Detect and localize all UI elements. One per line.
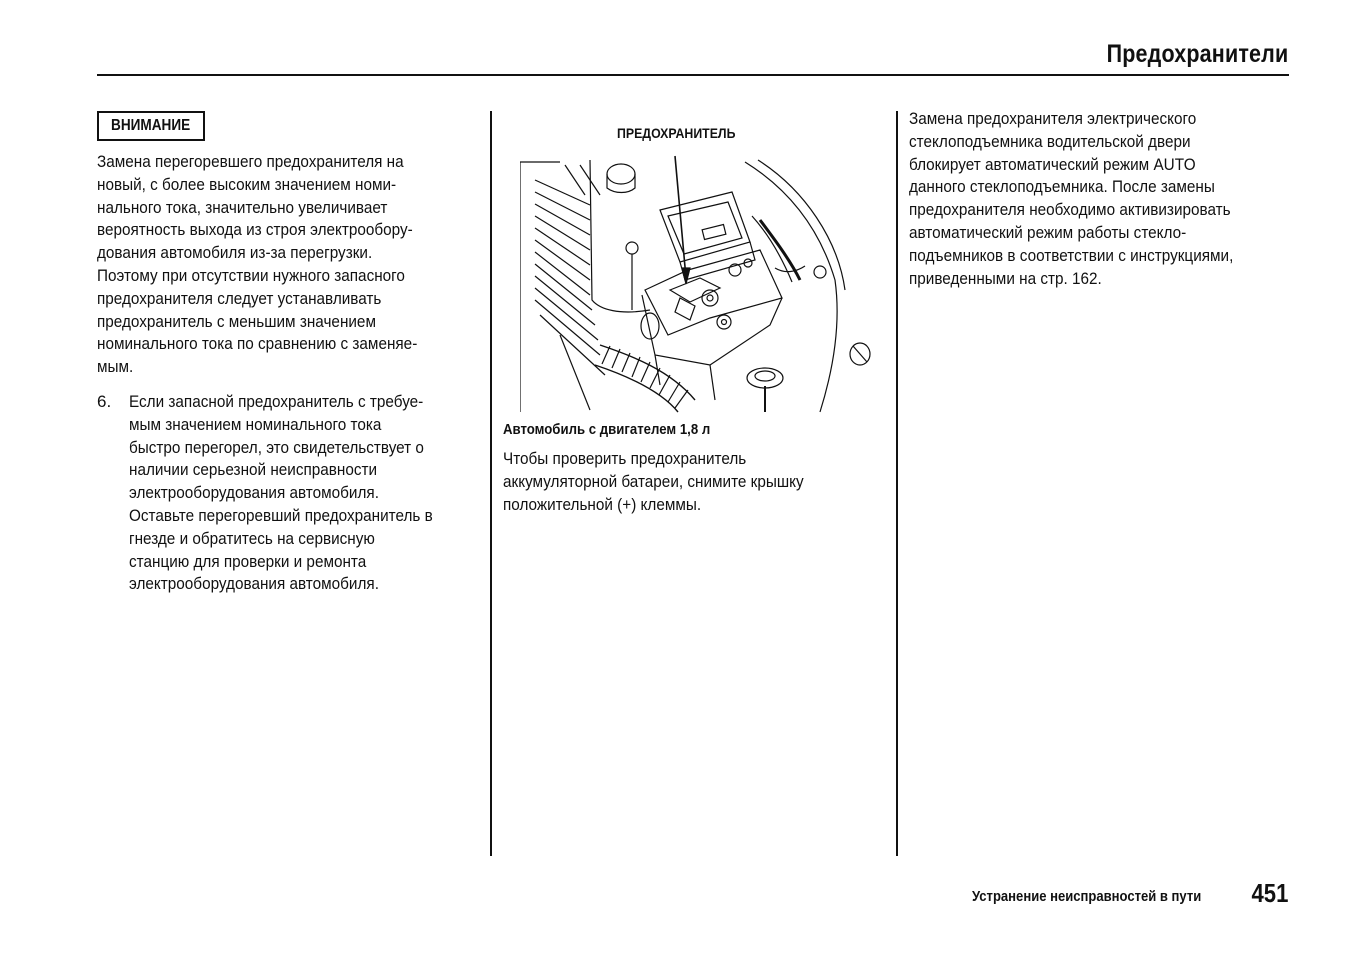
page-title: Предохранители [1106, 40, 1288, 68]
step-text: Если запасной предохранитель с требуе- мым значением номинального тока быстро перегорел, это свидетельствует о наличии серьезной неисправности электрооборудования автомобиля. Оставьте перегоревший предохранитель в гнезде и обратитесь на сервисную станцию для проверки и ремонта электрооборудования автомобиля. [129, 392, 433, 594]
fuse-illustration [520, 150, 880, 415]
title-rule [97, 74, 1289, 76]
column-divider-right [896, 111, 898, 856]
page-number: 451 [1251, 878, 1288, 908]
figure-caption: Автомобиль с двигателем 1,8 л [503, 421, 711, 438]
step-number: 6. [97, 392, 112, 411]
footer-section-title: Устранение неисправностей в пути [972, 888, 1202, 905]
power-window-text: Замена предохранителя электрического стеклоподъемника водительской двери блокирует автоматический режим AUTO данного стеклоподъемника. После замены предохранителя необходимо активизировать автоматический режим работы стекло- подъемников в соответствии с инструкциями, приведенными на стр. 162. [909, 109, 1234, 288]
warning-label: ВНИМАНИЕ [111, 117, 191, 134]
warning-label-box [97, 111, 205, 141]
figure-label: ПРЕДОХРАНИТЕЛЬ [617, 125, 736, 141]
warning-text: Замена перегоревшего предохранителя на новый, с более высоким значением номи- нального тока, значительно увеличивает вероятность выхода из строя электрообору- дования автомобиля из-за перегрузки. Поэтому при отсутствии нужного запасного предохранителя следует устанавливать предохранитель с меньшим значением номинального тока по сравнению с заменяе- мым. [97, 152, 418, 377]
column-divider-left [490, 111, 492, 856]
battery-fuse-text: Чтобы проверить предохранитель аккумуляторной батареи, снимите крышку положительной (+) клеммы. [503, 449, 804, 514]
